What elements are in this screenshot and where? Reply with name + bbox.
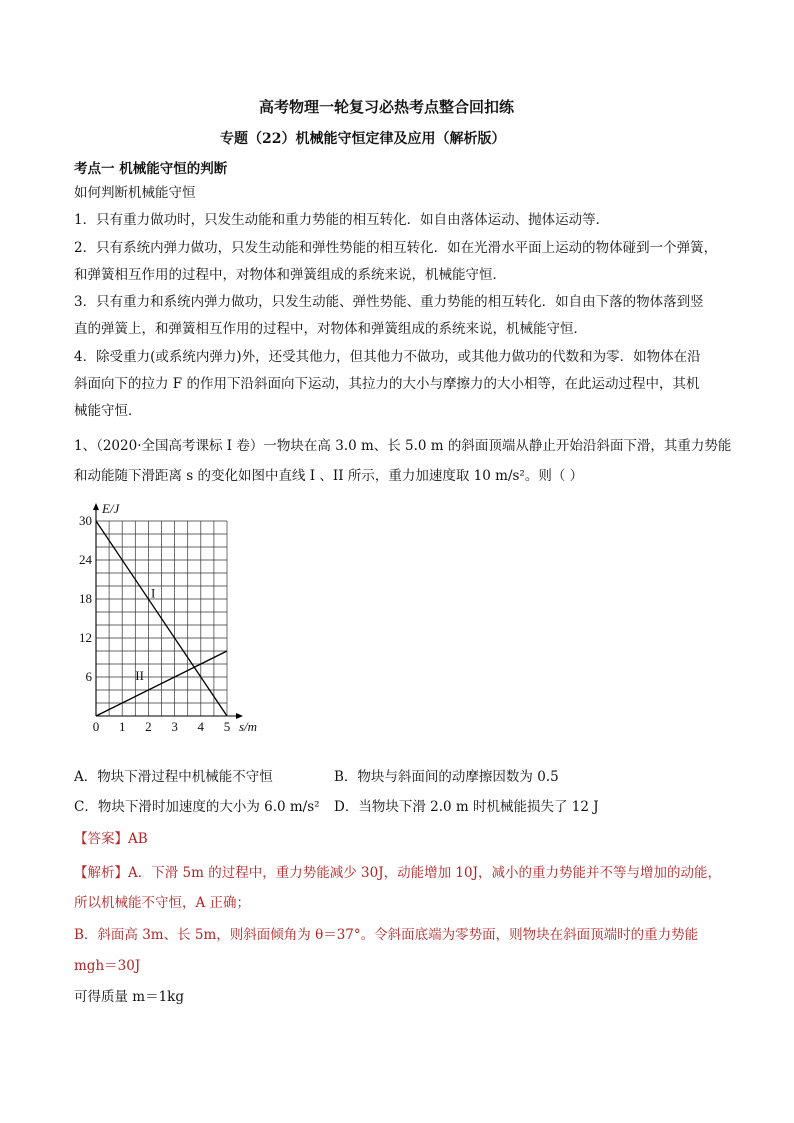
- y-tick-label: 18: [79, 591, 92, 606]
- rule-line: 斜面向下的拉力 F 的作用下沿斜面向下运动，其拉力的大小与摩擦力的大小相等，在此运动过程中，其机: [74, 376, 700, 392]
- question-line: 和动能随下滑距离 s 的变化如图中直线 I 、II 所示，重力加速度取 10 m/s²。则（ ）: [74, 468, 584, 484]
- analysis-line: 可得质量 m＝1kg: [74, 989, 185, 1005]
- x-tick-label: 0: [92, 719, 100, 734]
- x-tick-label: 4: [197, 719, 205, 734]
- rule-line: 1．只有重力做功时，只发生动能和重力势能的相互转化．如自由落体运动、抛体运动等．: [74, 212, 610, 228]
- question-line: 1、（2020·全国高考课标 I 卷）一物块在高 3.0 m、长 5.0 m 的斜面顶端从静止开始沿斜面下滑，其重力势能: [74, 438, 732, 454]
- energy-distance-chart: [74, 500, 274, 740]
- x-axis-label: s/m: [239, 719, 258, 734]
- rule-line: 和弹簧相互作用的过程中，对物体和弹簧组成的系统来说，机械能守恒．: [74, 267, 506, 283]
- analysis-line: 【解析】A．下滑 5m 的过程中，重力势能减少 30J，动能增加 10J，减小的重力势能并不等与增加的动能，: [74, 865, 721, 881]
- option-d: D．当物块下滑 2.0 m 时机械能损失了 12 J: [334, 799, 599, 815]
- option-b: B．物块与斜面间的动摩擦因数为 0.5: [334, 769, 559, 785]
- y-axis-label: E/J: [102, 501, 120, 516]
- series-label: I: [151, 585, 156, 601]
- y-tick-label: 6: [85, 669, 92, 684]
- rule-line: 械能守恒．: [74, 403, 142, 419]
- analysis-line: mgh＝30J: [74, 958, 141, 974]
- rule-line: 4．除受重力(或系统内弹力)外，还受其他力，但其他力不做功，或其他力做功的代数和为零．如物体在沿: [74, 349, 701, 365]
- section-heading: 考点一 机械能守恒的判断: [74, 161, 228, 177]
- x-tick-label: 1: [118, 719, 126, 734]
- x-tick-label: 5: [223, 719, 231, 734]
- lead-text: 如何判断机械能守恒: [74, 185, 196, 201]
- series-label: II: [135, 668, 144, 684]
- y-axis-arrow: [93, 503, 99, 510]
- rule-line: 直的弹簧上，和弹簧相互作用的过程中，对物体和弹簧组成的系统来说，机械能守恒．: [74, 321, 587, 337]
- analysis-line: B．斜面高 3m、长 5m，则斜面倾角为 θ＝37°。令斜面底端为零势面，则物块在斜面顶端时的重力势能: [74, 927, 699, 943]
- page-subtitle: 专题（22）机械能守恒定律及应用（解析版）: [220, 131, 506, 147]
- y-tick-label: 30: [79, 513, 92, 528]
- page-title: 高考物理一轮复习必热考点整合回扣练: [259, 98, 515, 116]
- rule-line: 2．只有系统内弹力做功，只发生动能和弹性势能的相互转化．如在光滑水平面上运动的物体碰到一个弹簧，: [74, 240, 718, 256]
- analysis-line: 所以机械能不守恒，A 正确；: [74, 895, 251, 911]
- x-tick-label: 3: [171, 719, 178, 734]
- x-tick-label: 2: [145, 719, 152, 734]
- answer: 【答案】AB: [74, 831, 148, 847]
- y-tick-label: 24: [79, 552, 92, 567]
- option-a: A．物块下滑过程中机械能不守恒: [74, 769, 273, 785]
- option-c: C．物块下滑时加速度的大小为 6.0 m/s²: [74, 799, 320, 815]
- y-tick-label: 12: [79, 630, 92, 645]
- rule-line: 3．只有重力和系统内弹力做功，只发生动能、弹性势能、重力势能的相互转化．如自由下落的物体落到竖: [74, 294, 704, 310]
